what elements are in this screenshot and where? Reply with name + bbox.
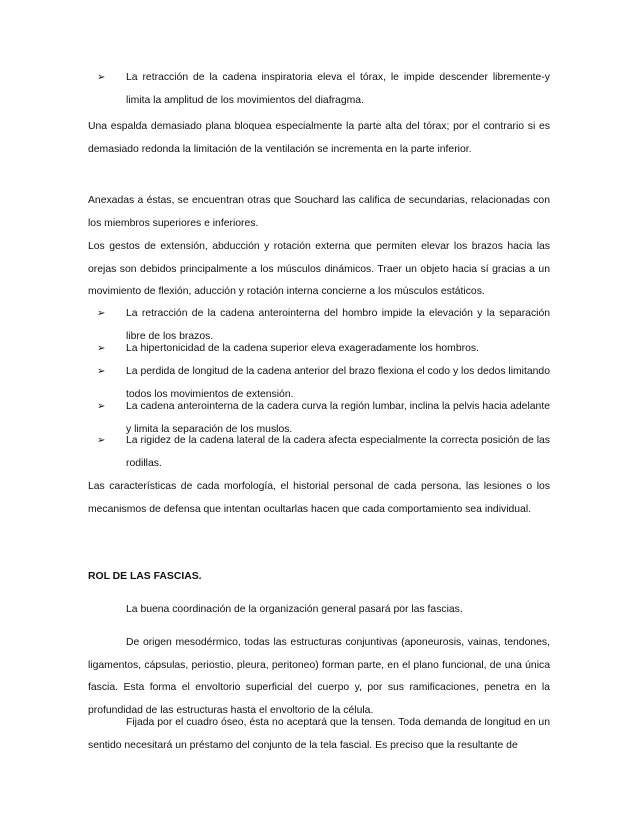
paragraph: Anexadas a éstas, se encuentran otras que Souchard las califica de secundarias, relacionadas con los miembros superiores e inferiores. [88,195,550,229]
arrow-bullet-icon: ➢ [97,72,106,83]
arrow-bullet-icon: ➢ [97,435,106,446]
list-item-text: La retracción de la cadena inspiratoria eleva el tórax, le impide descender libremente-y limita la amplitud de los movimientos del diafragma. [126,72,550,106]
paragraph: La buena coordinación de la organización general pasará por las fascias. [126,604,463,615]
section-heading: ROL DE LAS FASCIAS. [88,571,202,582]
paragraph: Los gestos de extensión, abducción y rotación externa que permiten elevar los brazos hacia las orejas son debidos principalmente a los músculos dinámicos. Traer un objeto hacia sí gracias a un movimiento de flexión, aducción y rotación interna concierne a los músculos estáticos. [88,241,550,297]
list-item-text: La cadena anterointerna de la cadera curva la región lumbar, inclina la pelvis hacia adelante y limita la separación de los muslos. [126,401,550,435]
list-item-text: La retracción de la cadena anterointerna del hombro impide la elevación y la separación libre de los brazos. [126,308,550,342]
arrow-bullet-icon: ➢ [97,366,106,377]
list-item [97,430,550,475]
list-item-text: La perdida de longitud de la cadena anterior del brazo flexiona el codo y los dedos limitando todos los movimientos de extensión. [126,366,550,400]
paragraph: De origen mesodérmico, todas las estructuras conjuntivas (aponeurosis, vainas, tendones, ligamentos, cápsulas, periostio, pleura, peritoneo) forman parte, en el plano funcional, de una única fascia. Esta forma el envoltorio superficial del cuerpo y, por sus ramificaciones, penetra en la profundidad de las estructuras hasta el envoltorio de la célula. [88,637,550,716]
list-item [97,338,550,361]
list-item-text: La rigidez de la cadena lateral de la cadera afecta especialmente la correcta posición de las rodillas. [126,435,550,469]
paragraph: Las características de cada morfología, el historial personal de cada persona, las lesiones o los mecanismos de defensa que intentan ocultarlas hacen que cada comportamiento sea individual. [88,481,550,515]
paragraph: Fijada por el cuadro óseo, ésta no aceptará que la tensen. Toda demanda de longitud en un sentido necesitará un préstamo del conjunto de la tela fascial. Es preciso que la resultante de [88,717,550,751]
arrow-bullet-icon: ➢ [97,401,106,412]
paragraph: Una espalda demasiado plana bloquea especialmente la parte alta del tórax; por el contrario si es demasiado redonda la limitación de la ventilación se incrementa en la parte inferior. [88,121,550,155]
arrow-bullet-icon: ➢ [97,308,106,319]
arrow-bullet-icon: ➢ [97,343,106,354]
list-item-text: La hipertonicidad de la cadena superior eleva exageradamente los hombros. [126,343,479,354]
list-item [97,67,550,112]
